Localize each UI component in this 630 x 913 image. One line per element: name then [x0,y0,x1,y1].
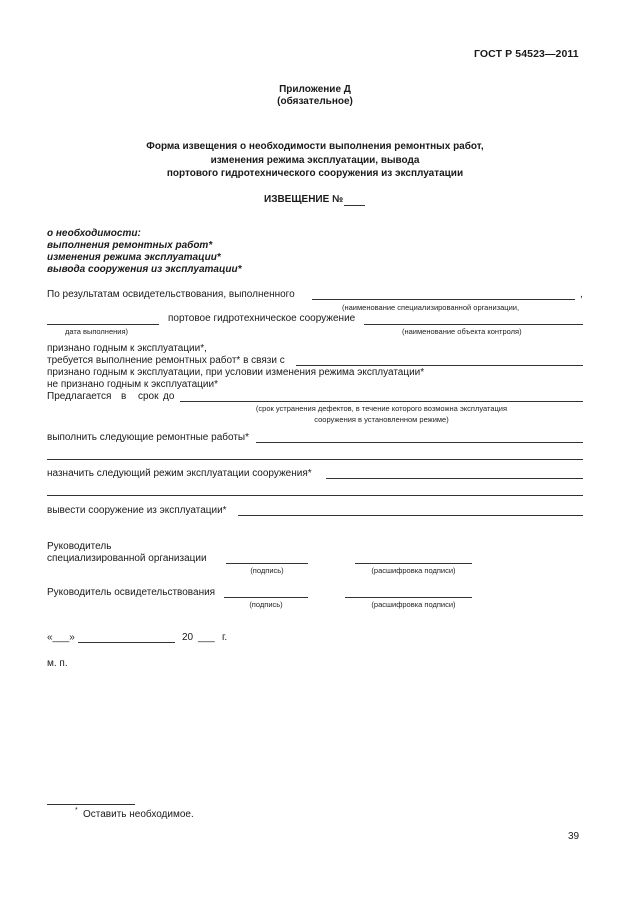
survey-results-text: По результатам освидетельствования, выполненного [47,289,295,300]
deadline-field[interactable] [180,401,583,402]
notice-label: ИЗВЕЩЕНИЕ № [264,194,344,205]
repair-reason-field[interactable] [296,365,583,366]
proposed-until: до [163,391,175,402]
survey-head-transcript-caption: (расшифровка подписи) [371,600,456,609]
control-object-field[interactable] [364,324,583,325]
footnote-separator [47,804,135,805]
not-fit-text: не признано годным к эксплуатации* [47,379,218,390]
org-head-signature-caption: (подпись) [250,566,284,575]
date-year-field[interactable]: ___ [198,632,215,643]
deadline-caption-2: сооружения в установленном режиме) [314,415,449,424]
date-performed-field[interactable] [47,324,159,325]
fit-text: признано годным к эксплуатации*, [47,343,207,354]
seal-label: м. п. [47,658,68,669]
date-month-field[interactable] [78,642,175,643]
notice-number-field[interactable] [344,205,365,206]
page-number: 39 [568,831,580,842]
fit-conditional-text: признано годным к эксплуатации, при условии изменения режима эксплуатации* [47,367,425,378]
repair-works-field-2[interactable] [47,459,583,460]
survey-head-transcript-field[interactable] [345,597,472,598]
organization-field[interactable] [312,299,575,300]
org-head-signature-field[interactable] [226,563,308,564]
appendix-status: (обязательное) [277,96,353,107]
necessity-heading: о необходимости: [47,228,141,239]
date-caption: дата выполнения) [65,327,129,336]
new-mode-field-2[interactable] [47,495,583,496]
decommission-text: вывести сооружение из эксплуатации* [47,505,227,516]
org-head-transcript-field[interactable] [355,563,472,564]
repair-required-text: требуется выполнение ремонтных работ* в связи с [47,355,285,366]
appendix-title: Приложение Д [279,84,351,95]
organization-caption: (наименование специализированной организации, [342,303,520,312]
form-title-line3: портового гидротехнического сооружения из эксплуатации [166,168,464,179]
comma: , [580,289,583,300]
survey-head-signature-field[interactable] [224,597,308,598]
decommission-field[interactable] [238,515,583,516]
proposed-term: срок [138,391,159,402]
repair-works-text: выполнить следующие ремонтные работы* [47,432,249,443]
new-mode-text: назначить следующий режим эксплуатации сооружения* [47,468,312,479]
deadline-caption-1: (срок устранения дефектов, в течение которого возможна эксплуатация [255,404,508,413]
org-head-label-2: специализированной организации [47,553,207,564]
necessity-item-repair: выполнения ремонтных работ* [47,240,213,251]
necessity-item-mode: изменения режима эксплуатации* [47,252,221,263]
org-head-transcript-caption: (расшифровка подписи) [371,566,456,575]
standard-number: ГОСТ Р 54523—2011 [474,48,579,60]
necessity-item-decommission: вывода сооружения из эксплуатации* [47,264,242,275]
repair-works-field[interactable] [256,442,583,443]
form-title-line2: изменения режима эксплуатации, вывода [210,155,420,166]
footnote-mark: * [75,807,78,814]
footnote-text: Оставить необходимое. [83,809,194,820]
port-structure-text: портовое гидротехническое сооружение [168,313,356,324]
date-day[interactable]: «___» [47,632,75,643]
proposed-in: в [121,391,127,402]
org-head-label-1: Руководитель [47,541,112,552]
control-object-caption: (наименование объекта контроля) [402,327,522,336]
survey-head-label: Руководитель освидетельствования [47,587,216,598]
proposed-word: Предлагается [47,391,112,402]
form-title-line1: Форма извещения о необходимости выполнения ремонтных работ, [146,141,484,152]
date-year-prefix: 20 [182,632,194,643]
survey-head-signature-caption: (подпись) [249,600,283,609]
new-mode-field[interactable] [326,478,583,479]
date-year-suffix: г. [222,632,228,643]
